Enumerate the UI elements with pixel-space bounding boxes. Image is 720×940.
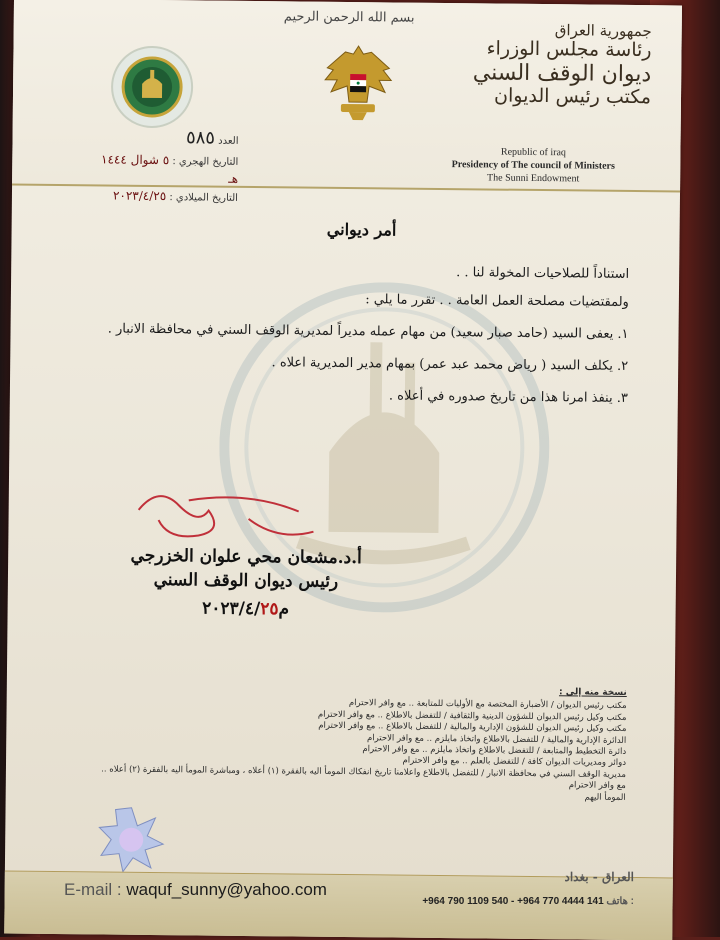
en-header-line: Presidency of The council of Ministers xyxy=(451,159,615,172)
reference-number: ٥٨٥ xyxy=(185,127,216,149)
copy-recipient: مكتب رئيس الديوان / الأضبارة المختصة مع الأوليات للمتابعة .. مع وافر الاحترام xyxy=(348,698,627,712)
gregorian-date: ٢٠٢٣/٤/٢٥ xyxy=(112,188,167,204)
signature-date-suffix: م xyxy=(278,599,290,620)
hologram-star-icon xyxy=(97,805,166,874)
contact-phones xyxy=(422,896,634,907)
phone-label: هاتف : xyxy=(606,896,634,907)
signature-date-prefix: ٢٠٢٣/٤/ xyxy=(202,598,261,620)
signer-position: رئيس ديوان الوقف السني xyxy=(153,569,339,592)
reference-number-label: العدد xyxy=(218,135,239,147)
copy-recipient: دوائر ومديريات الديوان كافة / للتفضل بالعلم .. مع وافر الاحترام xyxy=(402,756,627,769)
copy-recipient: دائرة التخطيط والمتابعة / للتفضل بالاطلاع واتخاذ مايلزم .. مع وافر الاحترام xyxy=(362,744,627,757)
en-header-line: Republic of iraq xyxy=(500,146,566,159)
copy-recipient: المومأ اليهم xyxy=(584,792,626,803)
copy-recipient: مكتب وكيل رئيس الديوان للشؤون الدينية والثقافية / للتفضل بالاطلاع .. مع وافر الاحترام xyxy=(317,709,627,723)
copy-recipient: الدائرة الإدارية والمالية / للتفضل بالاطلاع واتخاذ مايلزم .. مع وافر الاحترام xyxy=(366,732,627,746)
copy-recipient: مكتب وكيل رئيس الديوان للشؤون الإدارية والمالية / للتفضل بالاطلاع .. مع وافر الاحترام xyxy=(318,720,627,735)
order-item: ٢. يكلف السيد ( رياض محمد عبد عمر) بمهام مدير المديرية اعلاه . xyxy=(271,355,629,374)
copies-list xyxy=(96,681,627,804)
signer-block xyxy=(126,546,367,621)
order-item: ١. يعفى السيد (حامد صبار سعيد) من مهام عمله مديراً لمديرية الوقف السني في محافظة الانبار . xyxy=(107,321,629,342)
signer-name: أ.د.مشعان محي علوان الخزرجي xyxy=(130,545,362,569)
reference-block: العدد ٥٨٥ التاريخ الهجري : ٥ شوال ١٤٤٤ هـ التاريخ الميلادي : ٢٠٢٣/٤/٢٥ xyxy=(100,127,239,204)
basmala: بسم الله الرحمن الرحيم xyxy=(283,9,415,26)
gregorian-date-label: التاريخ الميلادي xyxy=(175,192,238,204)
ar-header-line: رئاسة مجلس الوزراء xyxy=(486,37,652,62)
english-letterhead xyxy=(428,145,638,186)
order-item: ٣. ينفذ امرنا هذا من تاريخ صدوره في أعلاه . xyxy=(388,388,628,406)
endowment-seal-icon xyxy=(109,44,196,131)
city-address: العراق - بغداد xyxy=(564,870,634,884)
iraq-eagle-emblem-icon xyxy=(323,40,394,125)
contact-email xyxy=(64,880,327,900)
email-label: E-mail : xyxy=(64,880,122,899)
arabic-letterhead xyxy=(471,21,652,109)
letter-page xyxy=(4,0,682,940)
ar-header-line: جمهورية العراق xyxy=(554,21,652,41)
en-header-line: The Sunni Endowment xyxy=(486,172,580,185)
copy-recipient: مديرية الوقف السني في محافظة الانبار / للتفضل بالاطلاع واعلامنا تاريخ انفكاك المومأ اليه بالفقرة (١) أعلاه ، ومباشرة المومأ اليه بالفقرة (٢) أعلاه .. مع وافر الاحترام xyxy=(101,764,626,792)
signature-date-day: ٢٥ xyxy=(260,599,279,620)
copies-header: نسخة منه إلى : xyxy=(558,687,627,698)
email-address: waquf_sunny@yahoo.com xyxy=(126,880,327,899)
ar-header-line: مكتب رئيس الديوان xyxy=(493,84,652,109)
phone-numbers: +964 790 1109 540 - +964 770 4444 141 xyxy=(422,896,604,907)
hijri-date-label: التاريخ الهجري xyxy=(178,156,239,168)
signature-date xyxy=(126,598,366,621)
handwritten-signature-icon xyxy=(128,480,319,552)
document-title: أمر ديواني xyxy=(326,219,397,240)
intro-line: ولمقتضيات مصلحة العمل العامة . . تقرر ما يلي : xyxy=(365,292,629,310)
hijri-date: ٥ شوال ١٤٤٤ هـ xyxy=(100,152,239,186)
ar-header-line: ديوان الوقف السني xyxy=(472,60,652,88)
intro-line: استناداً للصلاحيات المخولة لنا . . xyxy=(456,265,630,282)
